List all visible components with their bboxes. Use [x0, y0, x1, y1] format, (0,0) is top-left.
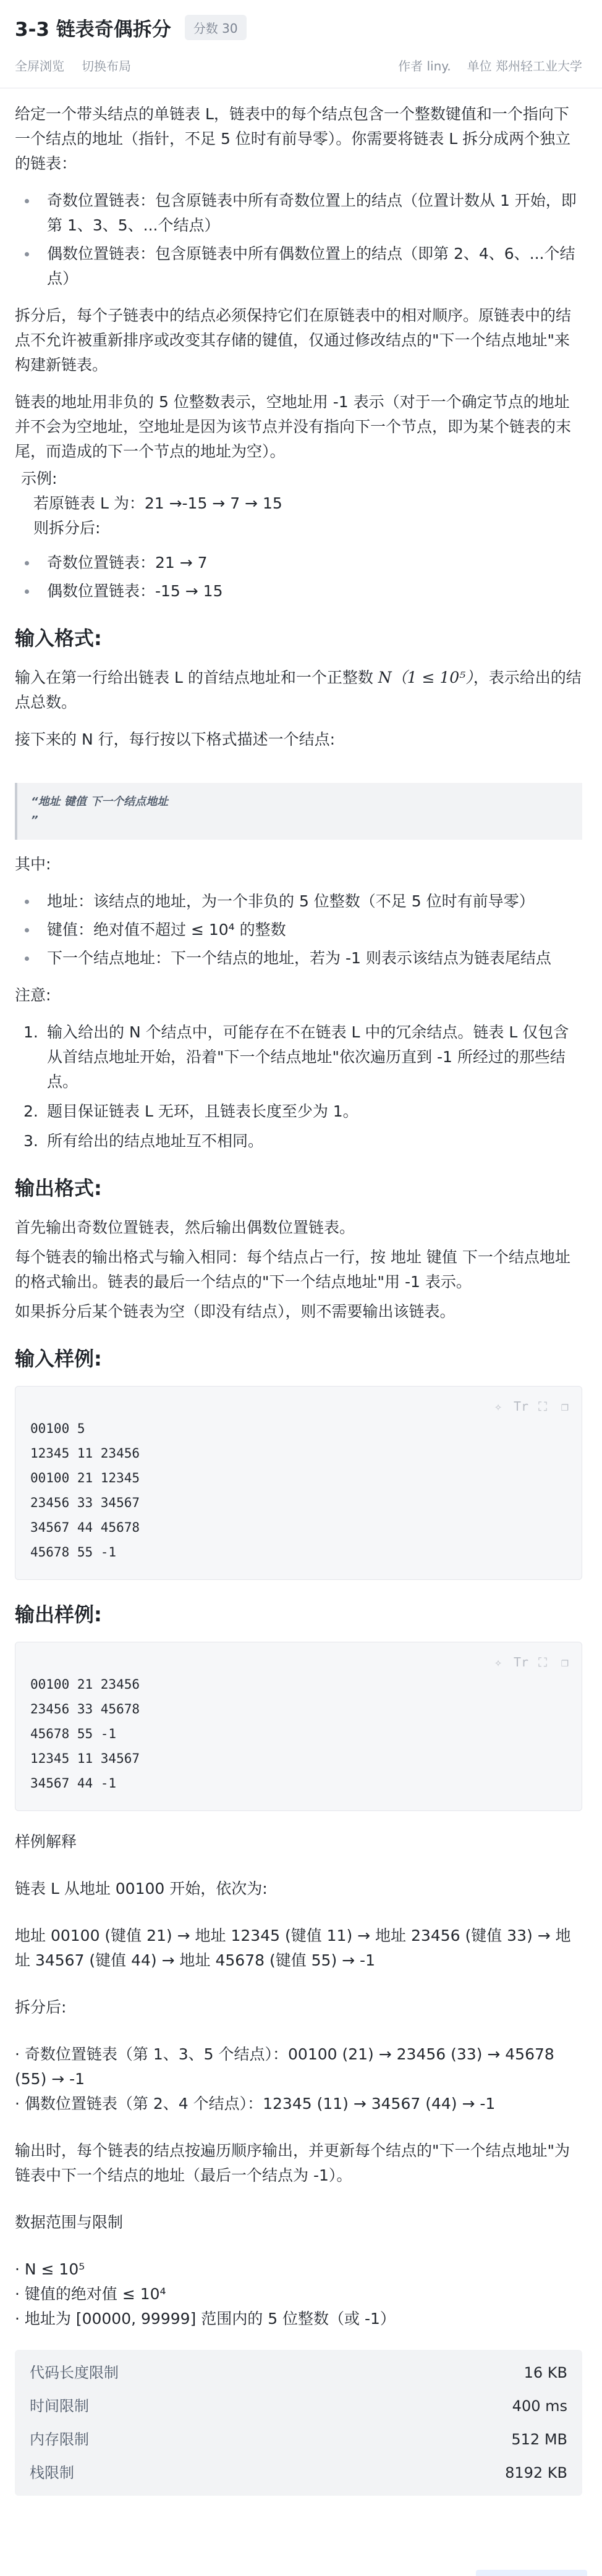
node-fields-list	[15, 889, 582, 971]
split-even-line: · 偶数位置链表（第 2、4 个结点）：12345 (11) → 34567 (44) → -1	[15, 2095, 496, 2113]
list-item: 偶数位置链表：包含原链表中所有偶数位置上的结点（即第 2、4、6、...个结点）	[15, 242, 582, 291]
list-item: 奇数位置链表：包含原链表中所有奇数位置上的结点（位置计数从 1 开始，即第 1、3、5、...个结点）	[15, 188, 582, 238]
sample-output-heading: 输出样例:	[15, 1603, 102, 1626]
title-row	[15, 11, 582, 43]
range-item: · N ≤ 10⁵	[15, 2260, 85, 2278]
output-paragraph-3: 如果拆分后某个链表为空（即没有结点），则不需要输出该链表。	[15, 1303, 456, 1320]
list-item: 3. 所有给出的结点地址互不相同。	[23, 1132, 264, 1150]
bottom-action-bar[interactable]	[476, 2570, 587, 2576]
limit-row: 时间限制 400 ms	[30, 2397, 567, 2415]
code-line: 23456 33 34567	[30, 1495, 140, 1510]
toolbar	[15, 53, 582, 77]
fullscreen-link[interactable]: 全屏浏览	[15, 58, 64, 74]
list-item: 下一个结点地址：下一个结点的地址，若为 -1 则表示该结点为链表尾结点	[15, 946, 582, 971]
output-paragraph-1: 首先输出奇数位置链表，然后输出偶数位置链表。	[15, 1218, 355, 1236]
list-item: 1. 输入给出的 N 个结点中，可能存在不在链表 L 中的冗余结点。链表 L 仅包含从首结点地址开始，沿着"下一个结点地址"依次遍历直到 -1 所经过的那些结点。	[23, 1023, 569, 1091]
code-toolbar	[491, 1650, 572, 1674]
list-item: 偶数位置链表：-15 → 15	[15, 579, 582, 604]
switch-layout-link[interactable]: 切换布局	[82, 58, 131, 74]
wand-icon[interactable]: ✧	[494, 1655, 502, 1670]
code-line: 23456 33 45678	[30, 1702, 140, 1717]
code-line: 00100 5	[30, 1421, 85, 1436]
limits-panel	[15, 2350, 582, 2496]
problem-content	[15, 102, 582, 2496]
limit-row: 栈限制 8192 KB	[30, 2464, 567, 2481]
explanation-p3: 拆分后:	[15, 1998, 67, 2016]
copy-icon[interactable]: ❐	[561, 1399, 569, 1414]
split-odd-line: · 奇数位置链表（第 1、3、5 个结点）：00100 (21) → 23456 (33) → 45678 (55) → -1	[15, 2045, 554, 2088]
list-item: 地址：该结点的地址，为一个非负的 5 位整数（不足 5 位时有前导零）	[15, 889, 582, 914]
explanation-p4: 输出时，每个链表的结点按遍历顺序输出，并更新每个结点的"下一个结点地址"为链表中下一个结点的地址（最后一个结点为 -1）。	[15, 2142, 570, 2184]
copy-icon[interactable]: ❐	[561, 1655, 569, 1670]
intro-paragraph: 给定一个带头结点的单链表 L，链表中的每个结点包含一个整数键值和一个指向下一个结点的地址（指针，不足 5 位时有前导零）。你需要将链表 L 拆分成两个独立的链表：	[15, 105, 571, 172]
code-line: 12345 11 34567	[30, 1751, 140, 1766]
list-item: 2. 题目保证链表 L 无环，且链表长度至少为 1。	[23, 1102, 358, 1120]
explanation-title: 样例解释	[15, 1833, 77, 1851]
score-badge: 分数 30	[185, 15, 247, 40]
input-format-paragraph: 输入在第一行给出链表 L 的首结点地址和一个正整数 N（1 ≤ 10⁵），表示给出的结点总数。	[15, 669, 582, 711]
order-paragraph: 拆分后，每个子链表中的结点必须保持它们在原链表中的相对顺序。原链表中的结点不允许被重新排序或改变其存储的键值，仅通过修改结点的"下一个结点地址"来构建新链表。	[15, 306, 572, 374]
limit-row: 代码长度限制 16 KB	[30, 2364, 567, 2381]
list-item: 键值：绝对值不超过 ≤ 10⁴ 的整数	[15, 918, 582, 942]
sample-output-code[interactable]	[15, 1642, 582, 1811]
code-line: 00100 21 23456	[30, 1677, 140, 1692]
example-label: 示例:	[21, 470, 57, 488]
range-item: · 键值的绝对值 ≤ 10⁴	[15, 2285, 166, 2303]
split-description-list	[15, 188, 582, 291]
code-line: 34567 44 45678	[30, 1520, 140, 1535]
sample-input-code[interactable]	[15, 1386, 582, 1580]
notes-list	[15, 1020, 582, 1154]
example-list	[15, 551, 582, 604]
wand-icon[interactable]: ✧	[494, 1399, 502, 1414]
limit-row: 内存限制 512 MB	[30, 2431, 567, 2448]
input-lines-paragraph: 接下来的 N 行，每行按以下格式描述一个结点:	[15, 730, 336, 748]
explanation-p2: 地址 00100 (键值 21) → 地址 12345 (键值 11) → 地址 23456 (键值 33) → 地址 34567 (键值 44) → 地址 45678 (键值 55) → -1	[15, 1927, 571, 1969]
output-paragraph-2: 每个链表的输出格式与输入相同：每个结点占一行，按 地址 键值 下一个结点地址 的格式输出。链表的最后一个结点的"下一个结点地址"用 -1 表示。	[15, 1248, 570, 1291]
range-item: · 地址为 [00000, 99999] 范围内的 5 位整数（或 -1）	[15, 2310, 396, 2328]
range-title: 数据范围与限制	[15, 2213, 124, 2231]
unit-info: 单位 郑州轻工业大学	[467, 58, 582, 74]
node-format-quote: “地址 键值 下一个结点地址 ”	[15, 783, 582, 840]
among-label: 其中:	[15, 855, 51, 873]
list-item: 奇数位置链表：21 → 7	[15, 551, 582, 575]
fullscreen-icon[interactable]: ⛶	[538, 1399, 547, 1414]
code-line: 45678 55 -1	[30, 1726, 117, 1741]
font-size-icon[interactable]: Tr	[514, 1399, 529, 1414]
output-format-heading: 输出格式:	[15, 1176, 102, 1200]
note-label: 注意:	[15, 986, 51, 1004]
explanation-p1: 链表 L 从地址 00100 开始，依次为:	[15, 1880, 268, 1898]
n-formula: N（1 ≤ 10⁵）	[378, 669, 473, 686]
input-format-heading: 输入格式:	[15, 627, 102, 650]
code-line: 45678 55 -1	[30, 1545, 117, 1560]
fullscreen-icon[interactable]: ⛶	[538, 1655, 547, 1670]
code-line: 00100 21 12345	[30, 1471, 140, 1485]
author-name: liny.	[426, 58, 451, 74]
author-info: 作者 liny.	[398, 58, 451, 74]
code-line: 12345 11 23456	[30, 1446, 140, 1461]
example-after: 则拆分后:	[33, 519, 101, 537]
problem-title: 3-3 链表奇偶拆分	[15, 18, 171, 41]
address-paragraph: 链表的地址用非负的 5 位整数表示，空地址用 -1 表示（对于一个确定节点的地址并不会为空地址，空地址是因为该节点并没有指向下一个节点，即为某个链表的末尾，而造成的下一个节点的地址为空）。	[15, 393, 572, 460]
code-line: 34567 44 -1	[30, 1776, 117, 1791]
unit-name: 郑州轻工业大学	[496, 58, 582, 74]
example-original: 若原链表 L 为：21 →-15 → 7 → 15	[33, 494, 282, 512]
code-toolbar	[491, 1394, 572, 1419]
font-size-icon[interactable]: Tr	[514, 1655, 529, 1670]
sample-input-heading: 输入样例:	[15, 1347, 102, 1370]
